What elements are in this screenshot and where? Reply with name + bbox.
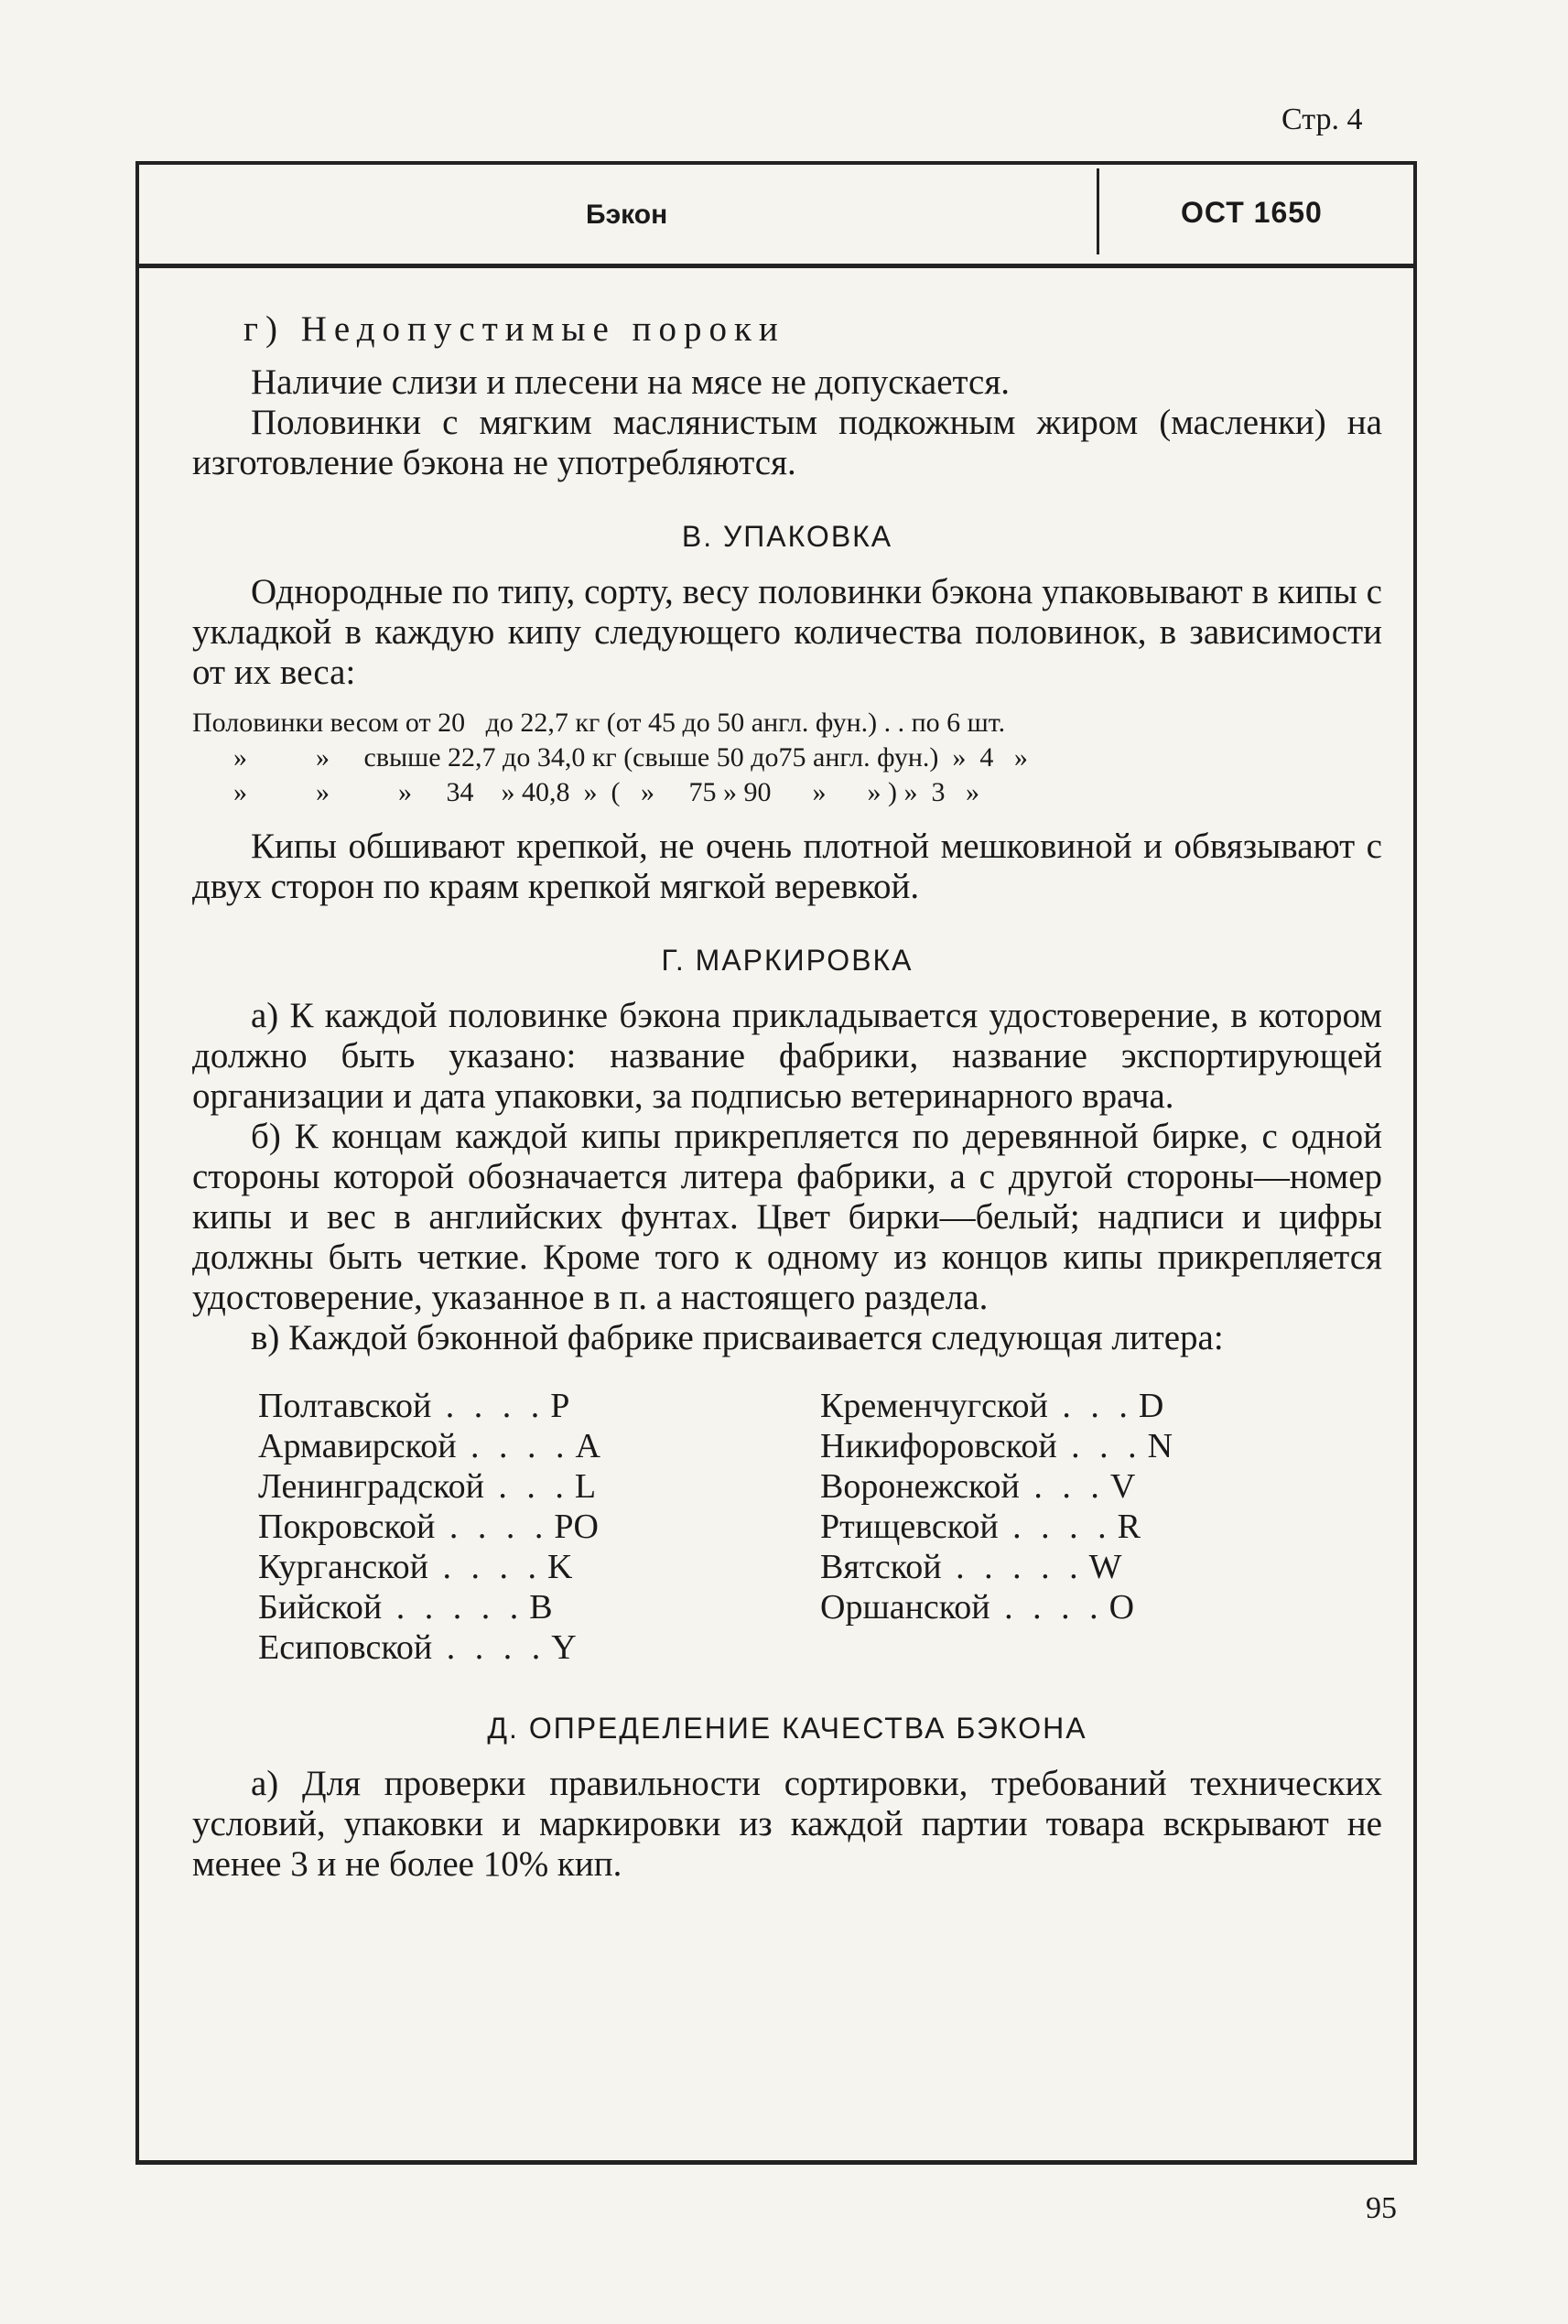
defects-paragraph-2: Половинки с мягким маслянистым подкожным жиром (масленки) на изготовление бэкона не употребляются.	[192, 403, 1382, 482]
header-title: Бэкон	[586, 200, 668, 230]
list-item: Полтавской . . . . P	[258, 1387, 570, 1425]
document-body	[192, 309, 1382, 1885]
factory-letters-left	[258, 1386, 820, 1668]
list-item: Армавирской . . . . A	[258, 1427, 600, 1465]
list-item: Курганской . . . . K	[258, 1548, 573, 1586]
list-item: Кременчугской . . . D	[820, 1387, 1164, 1425]
packing-paragraph-1: Однородные по типу, сорту, весу половинки бэкона упаковывают в кипы с укладкой в каждую кипу следующего количества половинок, в зависимости от их веса:	[192, 572, 1382, 692]
list-item: Бийской . . . . . B	[258, 1588, 553, 1627]
factory-letters-right	[820, 1386, 1382, 1668]
list-item: Вятской . . . . . W	[820, 1548, 1122, 1586]
header-separator	[1097, 168, 1099, 254]
quality-heading: Д. ОПРЕДЕЛЕНИЕ КАЧЕСТВА БЭКОНА	[487, 1712, 1087, 1745]
header-rule	[135, 264, 1417, 268]
factory-letters	[258, 1386, 1382, 1668]
quality-paragraph-a: а) Для проверки правильности сортировки, требований технических условий, упаковки и маркировки из каждой партии товара вскрывают не менее 3 и не более 10% кип.	[192, 1764, 1382, 1884]
packing-paragraph-2: Кипы обшивают крепкой, не очень плотной мешковиной и обвязывают с двух сторон по краям крепкой мягкой веревкой.	[192, 827, 1382, 906]
list-item: Покровской . . . . PO	[258, 1508, 599, 1546]
list-item: Оршанской . . . . O	[820, 1588, 1135, 1627]
packing-heading: В. УПАКОВКА	[681, 520, 893, 553]
weights-row: » » » 34 » 40,8 » ( » 75 » 90 » » ) » 3 »	[192, 777, 979, 807]
marking-heading: Г. МАРКИРОВКА	[661, 944, 914, 977]
list-item: Ленинградской . . . L	[258, 1467, 597, 1506]
list-item: Есиповской . . . . Y	[258, 1628, 577, 1667]
weights-table	[192, 706, 1382, 810]
frame-top-rule	[135, 161, 1417, 165]
page-number: 95	[1366, 2191, 1397, 2225]
marking-paragraph-v: в) Каждой бэконной фабрике присваивается следующая литера:	[251, 1318, 1224, 1357]
defects-heading: г) Недопустимые пороки	[243, 309, 785, 349]
list-item: Никифоровской . . . N	[820, 1427, 1173, 1465]
weights-row: Половинки весом от 20 до 22,7 кг (от 45 до 50 англ. фун.) . . по 6 шт.	[192, 708, 1006, 738]
list-item: Ртищевской . . . . R	[820, 1508, 1141, 1546]
weights-row: » » свыше 22,7 до 34,0 кг (свыше 50 до75 англ. фун.) » 4 »	[192, 742, 1028, 773]
list-item: Воронежской . . . V	[820, 1467, 1136, 1506]
page-label: Стр. 4	[1281, 103, 1363, 136]
marking-paragraph-b: б) К концам каждой кипы прикрепляется по деревянной бирке, с одной стороны которой обозначается литера фабрики, а с другой стороны—номер кипы и вес в английских фунтах. Цвет бирки—белый; надписи и цифры должны быть четкие. Кроме того к одному из концов кипы прикрепляется удостоверение, указанное в п. а настоящего раздела.	[192, 1117, 1382, 1317]
marking-paragraph-a: а) К каждой половинке бэкона прикладывается удостоверение, в котором должно быть указано: название фабрики, название экспортирующей организации и дата упаковки, за подписью ветеринарного врача.	[192, 996, 1382, 1116]
frame-bottom-rule	[135, 2160, 1417, 2165]
header-code: ОСТ 1650	[1181, 196, 1323, 229]
defects-paragraph-1: Наличие слизи и плесени на мясе не допускается.	[251, 362, 1011, 402]
